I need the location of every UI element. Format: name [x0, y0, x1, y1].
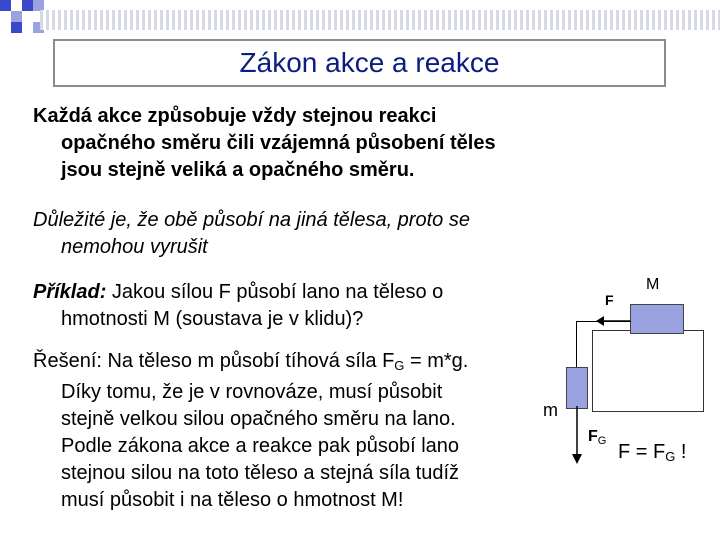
subscript: G [597, 435, 607, 447]
text-line: stejně velkou silou opačného směru na lano. [61, 408, 456, 430]
subscript: G [394, 358, 405, 373]
text-fragment: Jakou sílou F působí lano na těleso o [106, 281, 444, 303]
text-line: hmotnosti M (soustava je v klidu)? [61, 308, 364, 330]
paragraph-solution [33, 348, 468, 514]
text-line: musí působit i na těleso o hmotnost M! [61, 489, 404, 511]
label-force-F: F [605, 292, 614, 308]
text-fragment: = m*g. [404, 350, 469, 372]
text-line [33, 348, 468, 379]
equation-F-equals-FG [618, 441, 686, 464]
text-fragment: F = F [618, 441, 666, 463]
text-line [33, 279, 443, 306]
mass-m-block [566, 367, 588, 409]
paragraph-example [33, 279, 443, 333]
label-force-FG [588, 428, 606, 447]
text-fragment: F [588, 428, 598, 445]
table-block [592, 330, 704, 412]
text-line: nemohou vyrušit [61, 236, 208, 258]
text-line: Podle zákona akce a reakce pak působí lano [61, 435, 460, 457]
mass-M-block [630, 304, 684, 334]
label-mass-m: m [543, 400, 558, 420]
text-line: stejnou silou na toto těleso a stejná síla tudíž [61, 462, 460, 484]
text-line: jsou stejně veliká a opačného směru. [61, 159, 415, 181]
paragraph-law [33, 103, 496, 184]
text-fragment: Řešení: Na těleso m působí tíhová síla F [33, 350, 395, 372]
decorative-stripes [40, 10, 720, 30]
label-mass-M: M [646, 276, 660, 293]
text-line: Každá akce způsobuje vždy stejnou reakci [33, 105, 437, 127]
page-title: Zákon akce a reakce [239, 47, 500, 78]
rope-vertical [576, 322, 577, 368]
paragraph-important [33, 207, 470, 261]
text-line: Díky tomu, že je v rovnováze, musí působit [61, 381, 443, 403]
subscript: G [665, 449, 676, 464]
gravity-arrow-icon [569, 406, 585, 464]
text-fragment: ! [675, 441, 687, 463]
title-box [53, 39, 666, 87]
example-prefix: Příklad: [33, 281, 107, 303]
text-line: Důležité je, že obě působí na jiná tělesa, proto se [33, 209, 470, 231]
force-arrow-icon [596, 313, 632, 329]
text-line: opačného směru čili vzájemná působení těles [61, 132, 496, 154]
